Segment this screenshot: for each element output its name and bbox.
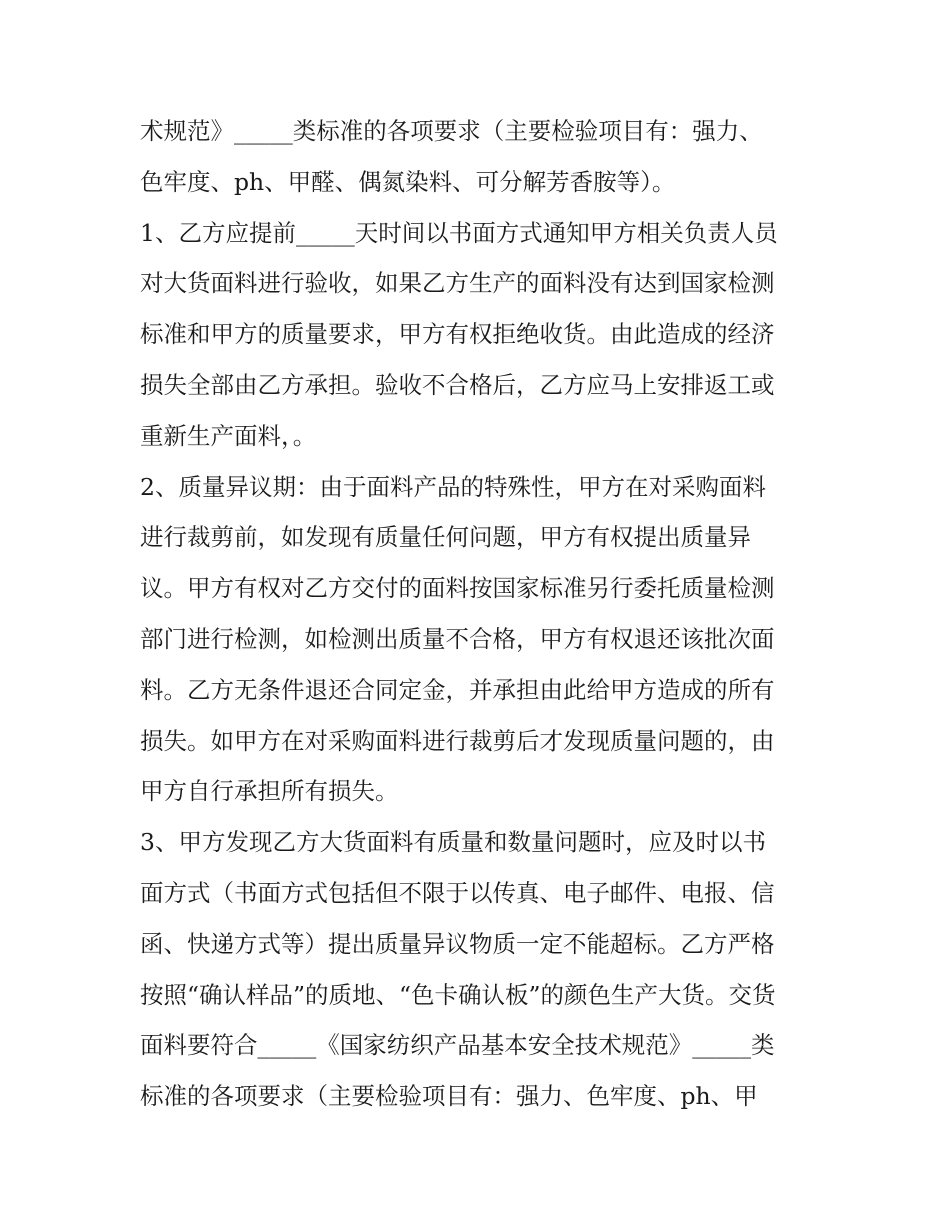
text-line: 面料要符合_____《国家纺织产品基本安全技术规范》_____类 [140,1031,775,1060]
text-line: 甲方自行承担所有损失。 [140,777,399,806]
text-line: 函、快递方式等）提出质量异议物质一定不能超标。乙方严格 [140,929,775,958]
text-line: 按照“确认样品”的质地、“色卡确认板”的颜色生产大货。交货 [140,980,776,1009]
text-line: 标准的各项要求（主要检验项目有：强力、色牢度、ph、甲 [140,1082,758,1111]
text-line: 损失。如甲方在对采购面料进行裁剪后才发现质量问题的，由 [140,726,775,755]
text-line: 议。甲方有权对乙方交付的面料按国家标准另行委托质量检测 [140,574,775,603]
text-line: 部门进行检测，如检测出质量不合格，甲方有权退还该批次面 [140,624,775,653]
text-line: 面方式（书面方式包括但不限于以传真、电子邮件、电报、信 [140,878,775,907]
document-body [140,106,820,1122]
text-line: 术规范》_____类标准的各项要求（主要检验项目有：强力、 [140,117,763,145]
text-line: 进行裁剪前，如发现有质量任何问题，甲方有权提出质量异 [140,523,751,552]
text-line: 损失全部由乙方承担。验收不合格后，乙方应马上安排返工或 [140,370,775,399]
clause-3-line: 3、甲方发现乙方大货面料有质量和数量问题时，应及时以书 [140,828,766,857]
text-line: 色牢度、ph、甲醛、偶氮染料、可分解芳香胺等）。 [140,167,676,196]
text-line: 对大货面料进行验收，如果乙方生产的面料没有达到国家检测 [140,269,775,298]
text-line: 重新生产面料，。 [140,421,317,450]
clause-2-line: 2、质量异议期：由于面料产品的特殊性，甲方在对采购面料 [140,472,766,501]
text-line: 料。乙方无条件退还合同定金，并承担由此给甲方造成的所有 [140,675,775,704]
clause-1-line: 1、乙方应提前_____天时间以书面方式通知甲方相关负责人员 [140,218,778,247]
text-line: 标准和甲方的质量要求，甲方有权拒绝收货。由此造成的经济 [140,320,775,349]
